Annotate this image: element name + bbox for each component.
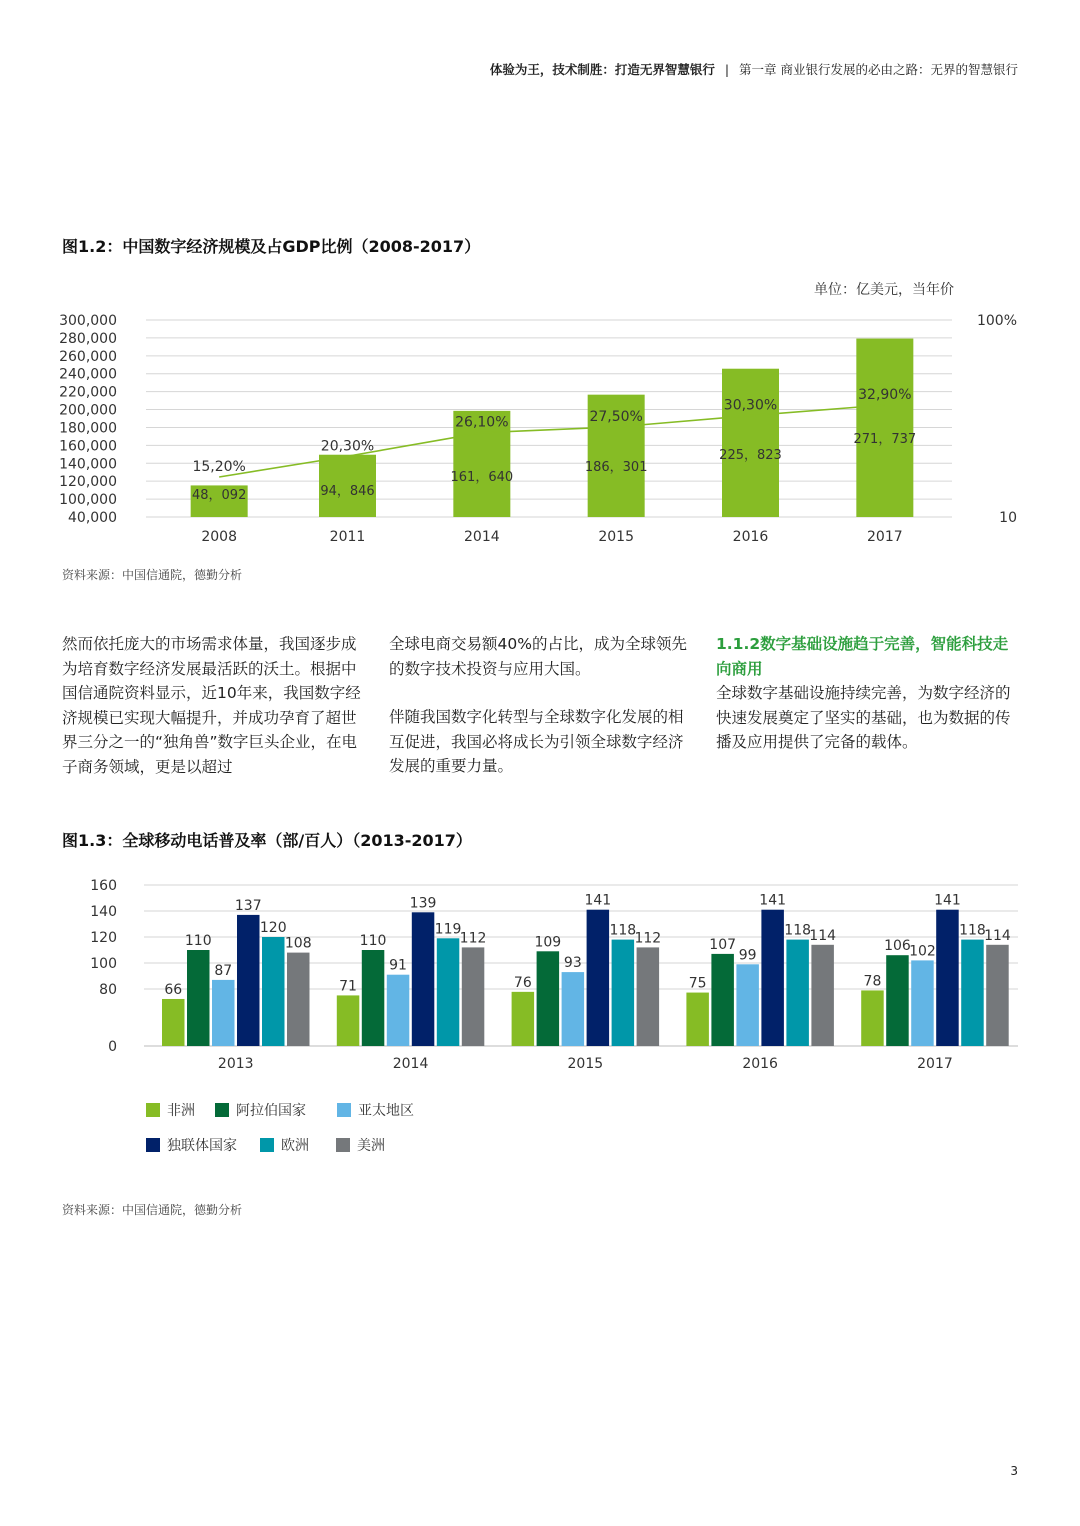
chart2-value-label: 141 xyxy=(759,892,787,909)
chart2-value-label: 110 xyxy=(359,933,387,949)
legend-label-cis: 独联体国家 xyxy=(167,1138,237,1154)
body-col2-paragraph-1: 全球电商交易额40%的占比，成为全球领先的数字技术投资与应用大国。 xyxy=(389,635,687,678)
chart2-bar xyxy=(287,953,310,1046)
chart1-x-tick-label: 2011 xyxy=(329,529,366,545)
body-col3-paragraph: 全球数字基础设施持续完善，为数字经济的快速发展奠定了坚实的基础，也为数据的传播及应用提供了完备的载体。 xyxy=(716,684,1011,751)
chart2-value-label: 76 xyxy=(513,974,532,991)
chart2-bar xyxy=(412,912,435,1046)
chart1-share-label: 26,10% xyxy=(455,414,509,431)
chart2-bar xyxy=(512,992,534,1046)
chart1-gridlines xyxy=(146,320,952,517)
chart2-value-label: 109 xyxy=(534,934,562,951)
chart2-bar xyxy=(237,915,260,1046)
chart2-bar xyxy=(986,945,1009,1046)
chart1-y-tick-label: 300,000 xyxy=(59,313,117,329)
figure2-title: 图1.3：全球移动电话普及率（部/百人）（2013-2017） xyxy=(62,831,472,850)
section-heading-1-1-2: 1.1.2数字基础设施趋于完善，智能科技走向商用 xyxy=(716,635,1009,678)
legend-label-europe: 欧洲 xyxy=(281,1138,309,1154)
chart1-bar-value-label: 225，823 xyxy=(719,448,782,463)
legend-swatch-americas xyxy=(336,1138,350,1152)
chart2-y-tick-label: 120 xyxy=(90,930,117,946)
chart2-value-label: 78 xyxy=(863,973,882,990)
chart1-y-tick-label: 160,000 xyxy=(59,438,117,455)
chart2-value-label: 110 xyxy=(184,933,212,949)
header-separator: | xyxy=(724,62,730,77)
chart2-bar xyxy=(686,993,709,1046)
chart1-y-tick-label: 260,000 xyxy=(59,348,117,365)
chart1-y2-bottom-label: 10 xyxy=(999,510,1017,526)
chart2-value-label: 114 xyxy=(809,927,837,944)
chart1-bar-value-label: 186，301 xyxy=(584,460,648,475)
figure1-unit: 单位：亿美元，当年价 xyxy=(814,282,954,298)
chart2-value-label: 112 xyxy=(634,930,662,947)
chart2-value-label: 118 xyxy=(609,922,637,939)
legend-swatch-asia-pacific xyxy=(337,1103,351,1117)
chart1-x-tick-label: 2015 xyxy=(598,529,634,545)
chart2-bar xyxy=(587,910,610,1046)
chart2-value-label: 137 xyxy=(234,897,262,914)
chart2-bar xyxy=(936,910,959,1046)
chart2-y-tick-label: 80 xyxy=(99,982,117,998)
legend-swatch-arab xyxy=(215,1103,229,1117)
chart2-value-label: 112 xyxy=(459,930,487,947)
chart1-x-ticks xyxy=(201,529,902,545)
chart2-value-label: 141 xyxy=(934,892,961,909)
chart1-share-label: 30,30% xyxy=(723,397,778,414)
chart2-x-tick-label: 2015 xyxy=(567,1056,604,1072)
body-col2-paragraph-2: 伴随我国数字化转型与全球数字化发展的相互促进，我国必将成长为引领全球数字经济发展的重要力量。 xyxy=(389,708,684,775)
chart1-bar xyxy=(722,369,779,517)
legend-swatch-cis xyxy=(146,1138,160,1152)
legend-swatch-africa xyxy=(146,1103,160,1117)
chart2-bar xyxy=(961,940,984,1046)
chart2-y-tick-label: 140 xyxy=(90,904,117,920)
chart2-x-tick-label: 2013 xyxy=(217,1056,254,1072)
chart2-x-ticks xyxy=(218,1056,953,1072)
chart1-y-tick-label: 140,000 xyxy=(59,456,117,473)
chart2-value-label: 87 xyxy=(214,962,233,979)
chart2-bar xyxy=(462,947,485,1046)
figure2-source: 资料来源：中国信通院，德勤分析 xyxy=(62,1203,243,1217)
legend-item-americas xyxy=(336,1135,385,1155)
chart1-bar-value-label: 161，640 xyxy=(450,470,514,485)
body-col1-paragraph: 然而依托庞大的市场需求体量，我国逐步成为培育数字经济发展最活跃的沃土。根据中国信通院资料显示，近10年来，我国数字经济规模已实现大幅提升，并成功孕育了超世界三分之一的“独角兽”数字巨头企业，在电子商务领域，更是以超过 xyxy=(62,635,361,776)
chart2-value-label: 118 xyxy=(784,922,812,939)
header-doc-title: 体验为王，技术制胜：打造无界智慧银行 xyxy=(489,62,715,77)
chart2-y-tick-label: 100 xyxy=(90,956,117,972)
chart2-value-label: 93 xyxy=(563,955,582,972)
chart1-x-tick-label: 2014 xyxy=(464,529,500,545)
legend-label-asia-pacific: 亚太地区 xyxy=(358,1103,414,1119)
legend-item-asia-pacific xyxy=(337,1100,414,1120)
chart1-share-label: 20,30% xyxy=(320,438,375,455)
figure1-title: 图1.2：中国数字经济规模及占GDP比例（2008-2017） xyxy=(62,237,481,256)
gdp-chart xyxy=(0,300,1080,550)
legend-item-cis xyxy=(146,1135,237,1155)
chart2-value-label: 102 xyxy=(909,943,936,960)
chart2-value-label: 75 xyxy=(688,975,707,992)
chart2-bar xyxy=(537,951,560,1046)
chart2-x-tick-label: 2017 xyxy=(917,1056,953,1072)
chart2-bar xyxy=(911,960,934,1046)
chart2-bar xyxy=(437,938,460,1046)
chart2-bar xyxy=(187,950,210,1046)
chart2-value-label: 120 xyxy=(259,920,287,936)
page-number: 3 xyxy=(1010,1464,1018,1478)
chart2-bar xyxy=(811,945,834,1046)
chart1-y-ticks xyxy=(59,313,117,526)
chart2-bar xyxy=(362,950,385,1046)
chart2-value-label: 108 xyxy=(284,935,312,952)
legend-label-africa: 非洲 xyxy=(167,1103,195,1119)
chart1-y-tick-label: 180,000 xyxy=(59,420,117,437)
chart2-value-label: 91 xyxy=(389,957,407,974)
chart1-y-tick-label: 100,000 xyxy=(59,492,117,509)
chart2-x-tick-label: 2016 xyxy=(742,1056,778,1072)
body-column-3 xyxy=(716,632,1020,755)
chart2-value-label: 107 xyxy=(709,936,737,953)
chart1-y-tick-label: 220,000 xyxy=(59,384,117,401)
chart1-bar-value-label: 94，846 xyxy=(320,484,375,499)
chart1-x-tick-label: 2008 xyxy=(201,529,237,545)
chart1-bar xyxy=(856,339,913,517)
chart2-x-tick-label: 2014 xyxy=(392,1056,429,1072)
chart2-y-ticks xyxy=(90,878,117,1055)
body-column-1 xyxy=(62,632,366,803)
chart2-bar xyxy=(212,980,235,1046)
legend-swatch-europe xyxy=(260,1138,274,1152)
chart2-value-label: 119 xyxy=(434,921,462,938)
chart1-bar-value-label: 271，737 xyxy=(853,432,917,447)
legend-item-europe xyxy=(260,1135,309,1155)
header-chapter-title: 第一章 商业银行发展的必由之路：无界的智慧银行 xyxy=(739,62,1018,77)
chart2-y-tick-label: 0 xyxy=(108,1039,117,1055)
chart1-y-tick-label: 200,000 xyxy=(59,402,117,419)
chart2-value-label: 99 xyxy=(738,947,757,964)
chart2-y-tick-label: 160 xyxy=(90,878,117,894)
chart1-x-tick-label: 2016 xyxy=(732,529,769,545)
figure1-source: 资料来源：中国信通院，德勤分析 xyxy=(62,568,243,582)
chart2-bar xyxy=(761,910,784,1046)
mobile-penetration-chart xyxy=(0,870,1080,1080)
legend-label-americas: 美洲 xyxy=(357,1138,385,1154)
chart1-y-tick-label: 280,000 xyxy=(59,330,117,347)
chart2-value-label: 139 xyxy=(409,895,437,912)
legend-label-arab: 阿拉伯国家 xyxy=(236,1103,306,1119)
chart2-bar xyxy=(612,940,635,1046)
chart2-bar xyxy=(861,990,884,1046)
chart2-bar xyxy=(886,955,909,1046)
chart1-bar-value-label: 48，092 xyxy=(191,488,247,503)
body-column-2 xyxy=(389,632,693,803)
legend-item-arab xyxy=(215,1100,306,1120)
chart2-bar xyxy=(736,964,759,1046)
chart2-bar xyxy=(711,954,734,1046)
chart2-value-label: 71 xyxy=(339,978,357,995)
chart2-bar xyxy=(387,975,410,1046)
chart2-bar xyxy=(637,947,660,1046)
chart2-bar xyxy=(562,972,585,1046)
chart2-value-label: 106 xyxy=(884,938,911,955)
legend-item-africa xyxy=(146,1100,195,1120)
chart1-x-tick-label: 2017 xyxy=(867,529,903,545)
chart1-share-label: 32,90% xyxy=(858,387,912,403)
chart2-bar xyxy=(162,999,185,1046)
chart1-y-tick-label: 40,000 xyxy=(68,510,117,526)
chart2-value-label: 114 xyxy=(984,927,1011,944)
chart2-bars xyxy=(162,910,1009,1046)
chart2-value-label: 66 xyxy=(164,981,183,998)
chart1-y-tick-label: 120,000 xyxy=(59,474,117,491)
chart2-value-label: 141 xyxy=(584,892,612,909)
chart1-y2-top-label: 100% xyxy=(976,313,1017,329)
chart1-y-tick-label: 240,000 xyxy=(59,366,117,383)
chart2-bar xyxy=(786,940,809,1046)
chart2-bar xyxy=(337,995,360,1046)
chart2-bar xyxy=(262,937,285,1046)
chart1-share-label: 27,50% xyxy=(589,408,643,425)
chart1-share-label: 15,20% xyxy=(192,459,246,475)
page-header xyxy=(490,60,1018,78)
chart2-value-label: 118 xyxy=(959,922,986,939)
